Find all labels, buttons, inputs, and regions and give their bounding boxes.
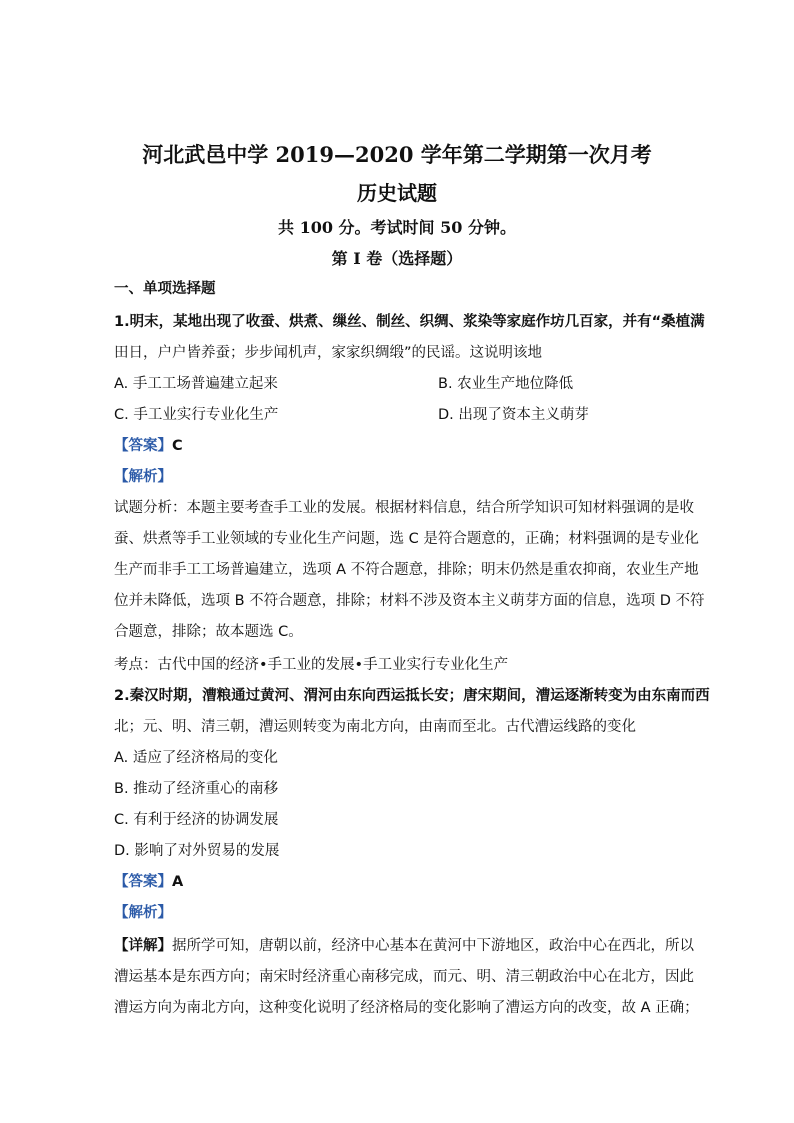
q1-analysis-line4: 位并未降低，选项 B 不符合题意，排除；材料不涉及资本主义萌芽方面的信息，选项 D 不符 <box>114 593 705 609</box>
q2-option-a: A. 适应了经济格局的变化 <box>114 750 278 766</box>
q1-analysis-line2: 蚕、烘煮等手工业领域的专业化生产问题，选 C 是符合题意的，正确；材料强调的是专业化 <box>114 531 699 547</box>
q2-answer <box>114 873 183 891</box>
section-title: 一、单项选择题 <box>114 281 216 297</box>
answer-tag: 【答案】 <box>114 874 172 890</box>
q2-option-d: D. 影响了对外贸易的发展 <box>114 843 280 859</box>
q2-option-b: B. 推动了经济重心的南移 <box>114 781 279 797</box>
q1-analysis-line5: 合题意，排除；故本题选 C。 <box>114 624 303 640</box>
volume-title: 第 I 卷（选择题） <box>331 249 463 268</box>
q1-point: 考点：古代中国的经济•手工业的发展•手工业实行专业化生产 <box>114 657 509 673</box>
q1-analysis-line3: 生产而非手工工场普遍建立，选项 A 不符合题意，排除；明末仍然是重农抑商，农业生产地 <box>114 562 699 578</box>
q2-stem-line2: 北；元、明、清三朝，漕运则转变为南北方向，由南而至北。古代漕运线路的变化 <box>114 719 636 735</box>
answer-tag: 【答案】 <box>114 438 172 454</box>
q1-option-d: D. 出现了资本主义萌芽 <box>438 407 589 423</box>
q2-detail-line3: 漕运方向为南北方向，这种变化说明了经济格局的变化影响了漕运方向的改变，故 A 正确； <box>114 1000 699 1016</box>
q1-option-b: B. 农业生产地位降低 <box>438 376 574 392</box>
q2-option-c: C. 有利于经济的协调发展 <box>114 812 279 828</box>
detail-tag: 【详解】 <box>114 938 172 954</box>
answer-value: A <box>172 874 184 890</box>
answer-value: C <box>172 438 183 454</box>
q1-analysis-line1: 试题分析：本题主要考查手工业的发展。根据材料信息，结合所学知识可知材料强调的是收 <box>114 500 694 516</box>
q2-analysis-tag: 【解析】 <box>114 905 172 921</box>
q2-detail-line2: 漕运基本是东西方向；南宋时经济重心南移完成，而元、明、清三朝政治中心在北方，因此 <box>114 969 694 985</box>
q2-detail-line1: 【详解】据所学可知，唐朝以前，经济中心基本在黄河中下游地区，政治中心在西北，所以 <box>114 938 694 954</box>
exam-info: 共 100 分。考试时间 50 分钟。 <box>278 218 516 237</box>
q1-option-c: C. 手工业实行专业化生产 <box>114 407 279 423</box>
q1-stem-line2: 田日，户户皆养蚕；步步闻机声，家家织绸缎”的民谣。这说明该地 <box>114 345 543 361</box>
q2-stem-line1: 2.秦汉时期，漕粮通过黄河、渭河由东向西运抵长安；唐宋期间，漕运逐渐转变为由东南而西 <box>114 688 710 704</box>
q1-analysis-tag: 【解析】 <box>114 469 172 485</box>
exam-title: 河北武邑中学 2019—2020 学年第二学期第一次月考 <box>142 142 652 167</box>
q1-stem-line1: 1.明末，某地出现了收蚕、烘煮、缫丝、制丝、织绸、浆染等家庭作坊几百家，并有“桑植满 <box>114 314 705 330</box>
exam-subject: 历史试题 <box>357 181 437 205</box>
q1-answer <box>114 437 183 455</box>
q1-option-a: A. 手工工场普遍建立起来 <box>114 376 278 392</box>
